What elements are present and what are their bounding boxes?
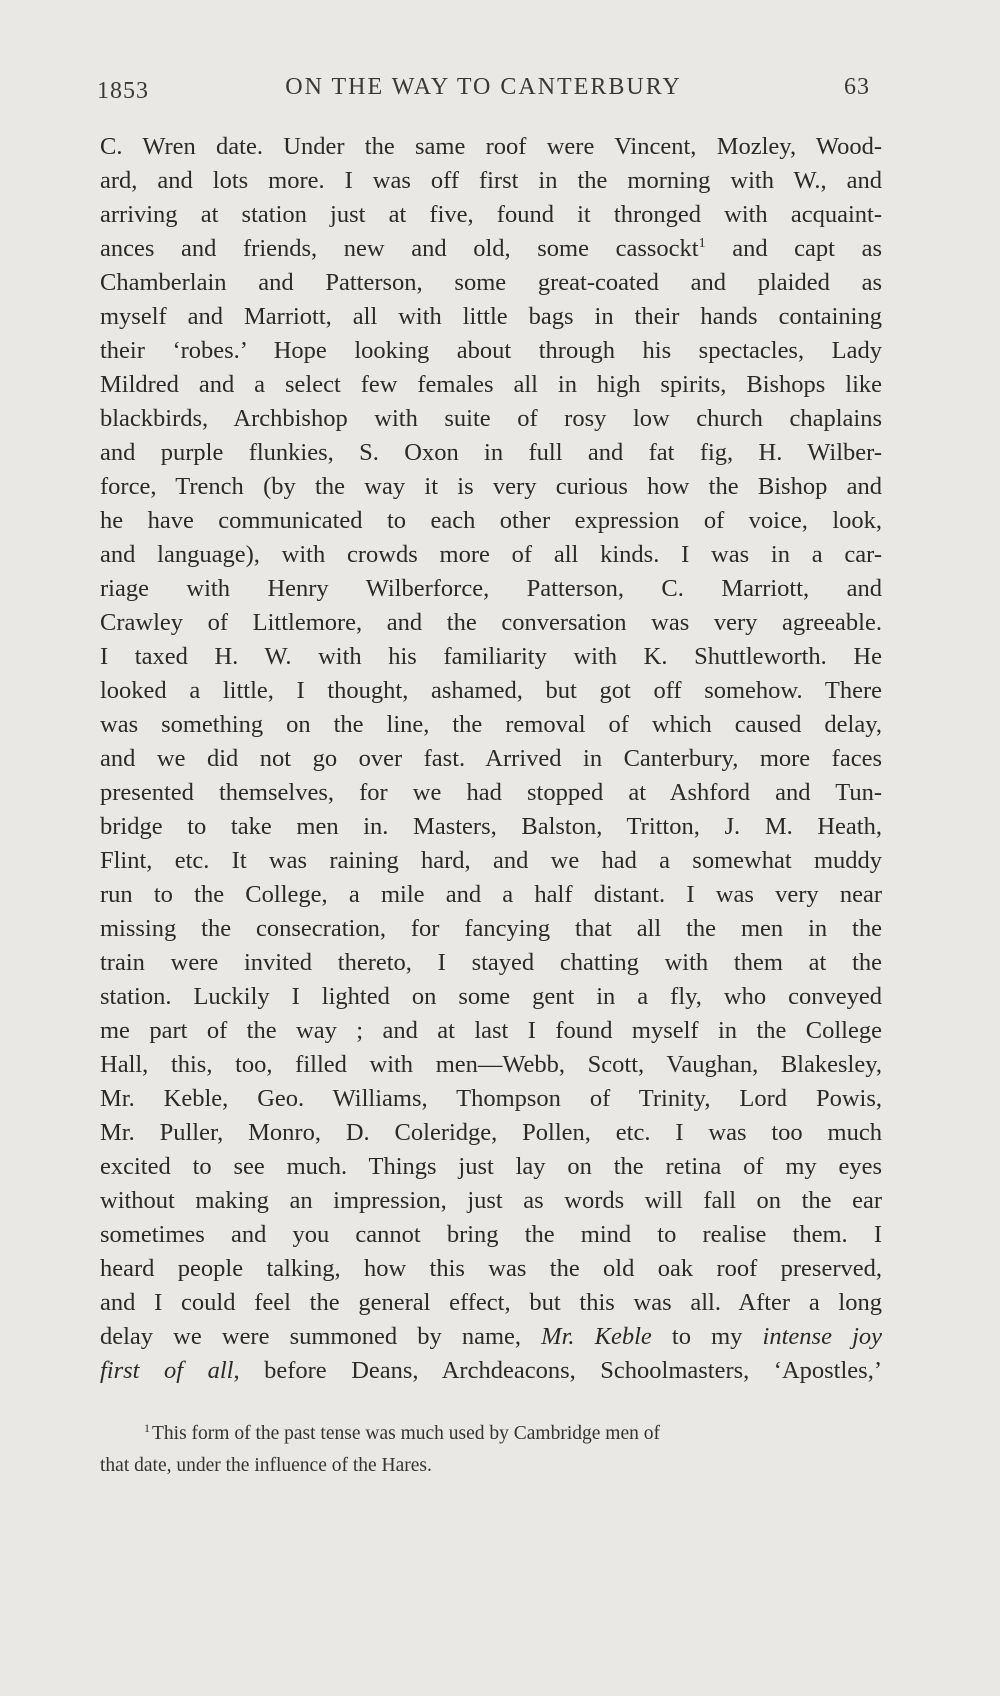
text-line: Flint, etc. It was raining hard, and we had a somewhat muddy bbox=[100, 847, 882, 874]
text-line: Hall, this, too, filled with men—Webb, Scott, Vaughan, Blakesley, bbox=[100, 1051, 882, 1078]
text-line: myself and Marriott, all with little bags in their hands containing bbox=[100, 303, 882, 330]
text-line: blackbirds, Archbishop with suite of rosy low church chaplains bbox=[100, 405, 882, 432]
text-line: and we did not go over fast. Arrived in Canterbury, more faces bbox=[100, 745, 882, 772]
text-line-end: , before Deans, Archdeacons, Schoolmasters, ‘Apostles,’ bbox=[233, 1357, 882, 1384]
footnote bbox=[100, 1418, 890, 1482]
text-line: force, Trench (by the way it is very curious how the Bishop and bbox=[100, 473, 882, 500]
italic-phrase: intense joy bbox=[762, 1323, 882, 1350]
text-line: me part of the way ; and at last I found myself in the College bbox=[100, 1017, 882, 1044]
page-number: 63 bbox=[844, 74, 870, 100]
text-line: run to the College, a mile and a half distant. I was very near bbox=[100, 881, 882, 908]
text-line: Chamberlain and Patterson, some great-coated and plaided as bbox=[100, 269, 882, 296]
text-line: was something on the line, the removal of which caused delay, bbox=[100, 711, 882, 738]
footnote-line: that date, under the influence of the Hares. bbox=[100, 1455, 432, 1476]
text-line: Crawley of Littlemore, and the conversation was very agreeable. bbox=[100, 609, 882, 636]
text-line: he have communicated to each other expression of voice, look, bbox=[100, 507, 882, 534]
text-line: riage with Henry Wilberforce, Patterson, C. Marriott, and bbox=[100, 575, 882, 602]
text-line bbox=[100, 1320, 882, 1354]
text-line: station. Luckily I lighted on some gent in a fly, who conveyed bbox=[100, 983, 882, 1010]
text-line: and I could feel the general effect, but this was all. After a long bbox=[100, 1289, 882, 1316]
text-line: bridge to take men in. Masters, Balston, Tritton, J. M. Heath, bbox=[100, 813, 882, 840]
text-line bbox=[100, 232, 882, 266]
text-line bbox=[100, 1354, 882, 1388]
text-line: excited to see much. Things just lay on the retina of my eyes bbox=[100, 1153, 882, 1180]
text-line: looked a little, I thought, ashamed, but got off somehow. There bbox=[100, 677, 882, 704]
footnote-number: 1 bbox=[144, 1420, 150, 1435]
text-line-mid: to my bbox=[651, 1323, 763, 1350]
text-line: without making an impression, just as words will fall on the ear bbox=[100, 1187, 882, 1214]
footnote-text: This form of the past tense was much used by Cambridge men of bbox=[152, 1423, 660, 1444]
text-line: their ‘robes.’ Hope looking about through his spectacles, Lady bbox=[100, 337, 882, 364]
text-line: Mr. Keble, Geo. Williams, Thompson of Trinity, Lord Powis, bbox=[100, 1085, 882, 1112]
text-line: I taxed H. W. with his familiarity with K. Shuttleworth. He bbox=[100, 643, 882, 670]
body-text bbox=[100, 130, 882, 1388]
text-line: ard, and lots more. I was off first in the morning with W., and bbox=[100, 167, 882, 194]
text-line: arriving at station just at five, found it thronged with acquaint- bbox=[100, 201, 882, 228]
italic-name: Mr. Keble bbox=[541, 1323, 652, 1350]
text-line: train were invited thereto, I stayed chatting with them at the bbox=[100, 949, 882, 976]
text-line: missing the consecration, for fancying that all the men in the bbox=[100, 915, 882, 942]
text-line: C. Wren date. Under the same roof were Vincent, Mozley, Wood- bbox=[100, 133, 882, 160]
text-line: and language), with crowds more of all kinds. I was in a car- bbox=[100, 541, 882, 568]
text-line: Mildred and a select few females all in high spirits, Bishops like bbox=[100, 371, 882, 398]
text-line: and purple flunkies, S. Oxon in full and fat fig, H. Wilber- bbox=[100, 439, 882, 466]
footnote-line bbox=[100, 1418, 890, 1450]
text-line: sometimes and you cannot bring the mind to realise them. I bbox=[100, 1221, 882, 1248]
running-header bbox=[97, 72, 870, 108]
text-line: heard people talking, how this was the old oak roof preserved, bbox=[100, 1255, 882, 1282]
footnote-marker: 1 bbox=[698, 235, 706, 251]
header-title: ON THE WAY TO CANTERBURY bbox=[285, 74, 682, 100]
text-line: presented themselves, for we had stopped at Ashford and Tun- bbox=[100, 779, 882, 806]
text-line-end: and capt as bbox=[705, 235, 883, 262]
header-year: 1853 bbox=[97, 78, 149, 104]
text-line-start: delay we were summoned by name, bbox=[100, 1323, 542, 1350]
italic-phrase: first of all bbox=[100, 1357, 234, 1384]
text-line: Mr. Puller, Monro, D. Coleridge, Pollen, etc. I was too much bbox=[100, 1119, 882, 1146]
text-line-start: ances and friends, new and old, some cassockt bbox=[100, 235, 699, 262]
